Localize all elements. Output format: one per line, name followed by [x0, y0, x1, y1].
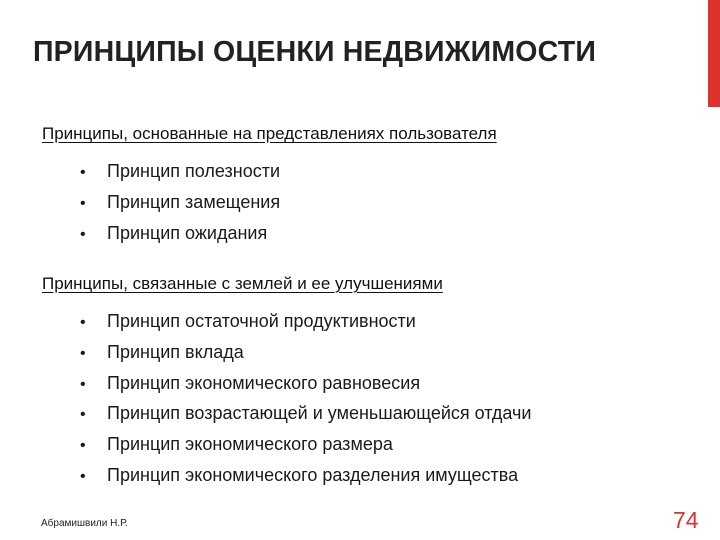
list-item — [80, 369, 531, 400]
list-item — [80, 430, 531, 461]
bullet-icon: • — [80, 194, 86, 212]
bullet-icon: • — [80, 344, 86, 362]
list-item — [80, 188, 280, 219]
bullet-icon: • — [80, 437, 86, 455]
list-item — [80, 338, 531, 369]
bullet-list-land-improvements — [80, 307, 531, 492]
list-item-text: Принцип полезности — [107, 161, 281, 181]
list-item — [80, 307, 531, 338]
list-item-text: Принцип возрастающей и уменьшающейся отдачи — [107, 403, 532, 424]
bullet-icon: • — [80, 375, 86, 393]
list-item-text: Принцип вклада — [107, 341, 244, 362]
bullet-icon: • — [80, 406, 86, 424]
list-item-text: Принцип остаточной продуктивности — [107, 311, 416, 331]
list-item — [80, 399, 531, 430]
section-heading-user-perception: Принципы, основанные на представлениях пользователя — [42, 124, 497, 143]
list-item — [80, 219, 280, 250]
page-number: 74 — [673, 507, 699, 533]
slide-title: ПРИНЦИПЫ ОЦЕНКИ НЕДВИЖИМОСТИ — [33, 36, 597, 68]
bullet-icon: • — [80, 467, 86, 485]
bullet-icon: • — [80, 164, 86, 181]
bullet-icon: • — [80, 314, 86, 331]
list-item-text: Принцип экономического равновесия — [107, 372, 421, 393]
list-item — [80, 461, 531, 492]
author-footer: Абрамишвили Н.Р. — [41, 518, 128, 529]
list-item-text: Принцип экономического размера — [107, 434, 393, 455]
list-item-text: Принцип экономического разделения имущества — [107, 464, 519, 485]
bullet-list-user-perception — [80, 157, 280, 249]
list-item-text: Принцип замещения — [107, 191, 281, 212]
list-item-text: Принцип ожидания — [107, 222, 268, 243]
list-item — [80, 157, 280, 188]
section-heading-land-improvements: Принципы, связанные с землей и ее улучшениями — [42, 274, 443, 293]
accent-bar — [708, 0, 720, 107]
bullet-icon: • — [80, 225, 86, 243]
